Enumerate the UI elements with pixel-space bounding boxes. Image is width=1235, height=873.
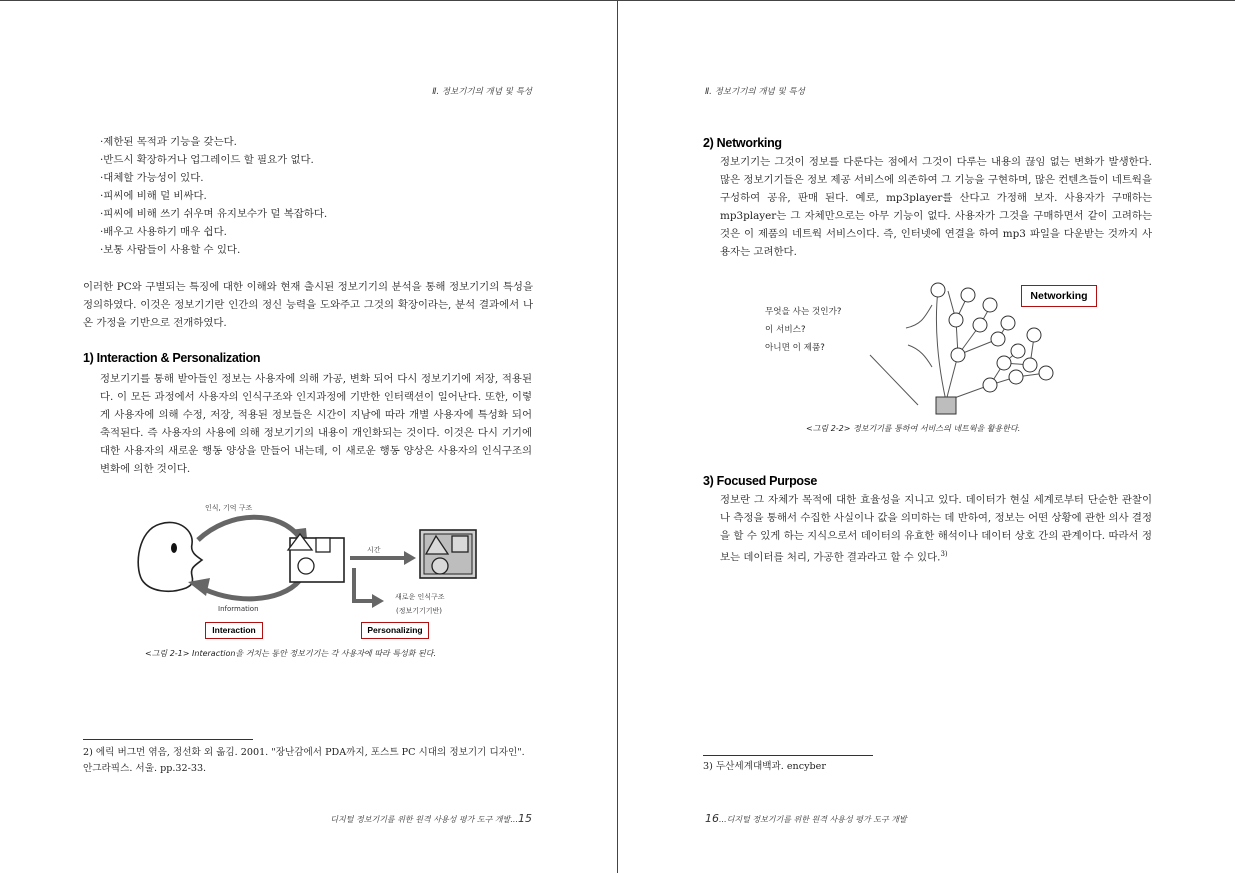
- figure-label: (정보기기기반): [396, 607, 443, 615]
- footer-text: 디지털 정보기기를 위한 원격 사용성 평가 도구 개발...: [330, 815, 518, 824]
- list-item: ·대체할 가능성이 있다.: [100, 172, 204, 184]
- section-title: 3) Focused Purpose: [703, 474, 818, 488]
- section-title: 2) Networking: [703, 136, 782, 150]
- footer-text: ...디지털 정보기기를 위한 원격 사용성 평가 도구 개발: [719, 815, 907, 824]
- section-paragraph-text: 정보란 그 자체가 목적에 대한 효율성을 지니고 있다. 데이터가 현실 세계로부터 단순한 관찰이나 측정을 통해서 수집한 사실이나 값을 의미하는 데 반하여, 정보는 어떤 상황에 관한 의사 결정을 할 수 있게 하는 지식으로서 데이터의 유효한 해석이나 데이터 상호 간의 관계이다. 따라서 정보는 데이터를 처리, 가공한 결과라고 할 수 있다.: [720, 494, 1152, 564]
- figure-label: 시간: [367, 546, 381, 554]
- running-header: Ⅱ. 정보기기의 개념 및 특성: [705, 87, 805, 97]
- footnote-ref: 3): [940, 550, 948, 558]
- page-number: 15: [518, 812, 532, 825]
- list-item: ·피씨에 비해 쓰기 쉬우며 유지보수가 덜 복잡하다.: [100, 208, 328, 220]
- list-item: ·피씨에 비해 덜 비싸다.: [100, 190, 207, 202]
- section-paragraph: 정보기기를 통해 받아들인 정보는 사용자에 의해 가공, 변화 되어 다시 정보기기에 저장, 적용된다. 이 모든 과정에서 사용자의 인식구조와 인지과정에 기반한 인터랙션이 일어난다. 또한, 이렇게 사용자에 의해 수정, 저장, 적용된 정보들은 시간이 지남에 따라 개별 사용자에 특성화 되어 축적된다. 즉 사용자의 사용에 의해 정보기기의 내용이 개인화되는 것이다. 이것은 다시 기기에 대한 사용자의 새로운 행동 양상을 만들어 내는데, 이 새로운 행동 양상은 사용자의 인식구조의 변화에 의한 것이다.: [100, 373, 532, 475]
- intro-paragraph: 이러한 PC와 구별되는 특징에 대한 이해와 현재 출시된 정보기기의 분석을 통해 정보기기의 특성을 정의하였다. 이것은 정보기기란 인간의 정신 능력을 도와주고 그것의 확장이라는, 분석 결과에서 나온 가정을 기반으로 전개하였다.: [83, 281, 533, 329]
- interaction-figure: [130, 500, 490, 640]
- section-paragraph: [720, 491, 1152, 566]
- head-profile-icon: [138, 522, 202, 591]
- footnote: 2) 에릭 버그먼 엮음, 정선화 외 옮김. 2001. "장난감에서 PDA까지, 포스트 PC 시대의 정보기기 디자인". 안그라픽스. 서울. pp.32-33.: [83, 747, 525, 774]
- footnote-rule: [83, 739, 253, 740]
- personalizing-box: Personalizing: [361, 622, 429, 639]
- feature-list: [100, 133, 327, 259]
- product-box: [936, 397, 956, 414]
- question-text: 이 서비스?: [765, 325, 806, 335]
- section-title: 1) Interaction & Personalization: [83, 351, 261, 365]
- networking-box: Networking: [1021, 285, 1097, 307]
- section-paragraph: 정보기기는 그것이 정보를 다룬다는 점에서 그것이 다루는 내용의 끊임 없는 변화가 발생한다. 많은 정보기기들은 정보 제공 서비스에 의존하여 그 기능을 구현하며, 많은 컨텐츠들이 네트웍을 구성하여 공유, 판매 된다. 예로, mp3player를 산다고 가정해 보자. 사용자가 구매하는 mp3player는 그 자체만으로는 아무 기능이 없다. 사용자가 그것을 구매하면서 같이 고려하는 것은 이 제품의 네트웍 서비스이다. 즉, 인터넷에 연결을 하여 mp3 파일을 다운받는 것까지 사용자는 고려한다.: [720, 156, 1152, 258]
- question-text: 무엇을 사는 것인가?: [765, 307, 842, 317]
- right-page: [618, 0, 1235, 873]
- list-item: ·제한된 목적과 기능을 갖는다.: [100, 136, 237, 148]
- page-footer: [330, 812, 532, 825]
- interaction-box: Interaction: [205, 622, 263, 639]
- footnote-rule: [703, 755, 873, 756]
- page-footer: [705, 812, 907, 825]
- left-page: [0, 0, 617, 873]
- figure-label: Information: [218, 605, 259, 613]
- figure-caption: <그림 2-1> Interaction을 거치는 동안 정보기기는 각 사용자에 따라 특성화 된다.: [145, 649, 437, 658]
- question-text: 아니면 이 제품?: [765, 343, 825, 353]
- footnote: 3) 두산세계대백과. encyber: [703, 761, 826, 772]
- page-number: 16: [705, 812, 719, 825]
- figure-label: 새로운 인식구조: [395, 593, 445, 601]
- running-header: Ⅱ. 정보기기의 개념 및 특성: [432, 87, 532, 97]
- list-item: ·배우고 사용하기 매우 쉽다.: [100, 226, 227, 238]
- list-item: ·반드시 확장하거나 업그레이드 할 필요가 없다.: [100, 154, 314, 166]
- list-item: ·보통 사람들이 사용할 수 있다.: [100, 244, 241, 256]
- figure-label: 인식, 기억 구조: [205, 504, 253, 512]
- figure-caption: <그림 2-2> 정보기기를 통하여 서비스의 네트웍을 활용한다.: [806, 424, 1021, 433]
